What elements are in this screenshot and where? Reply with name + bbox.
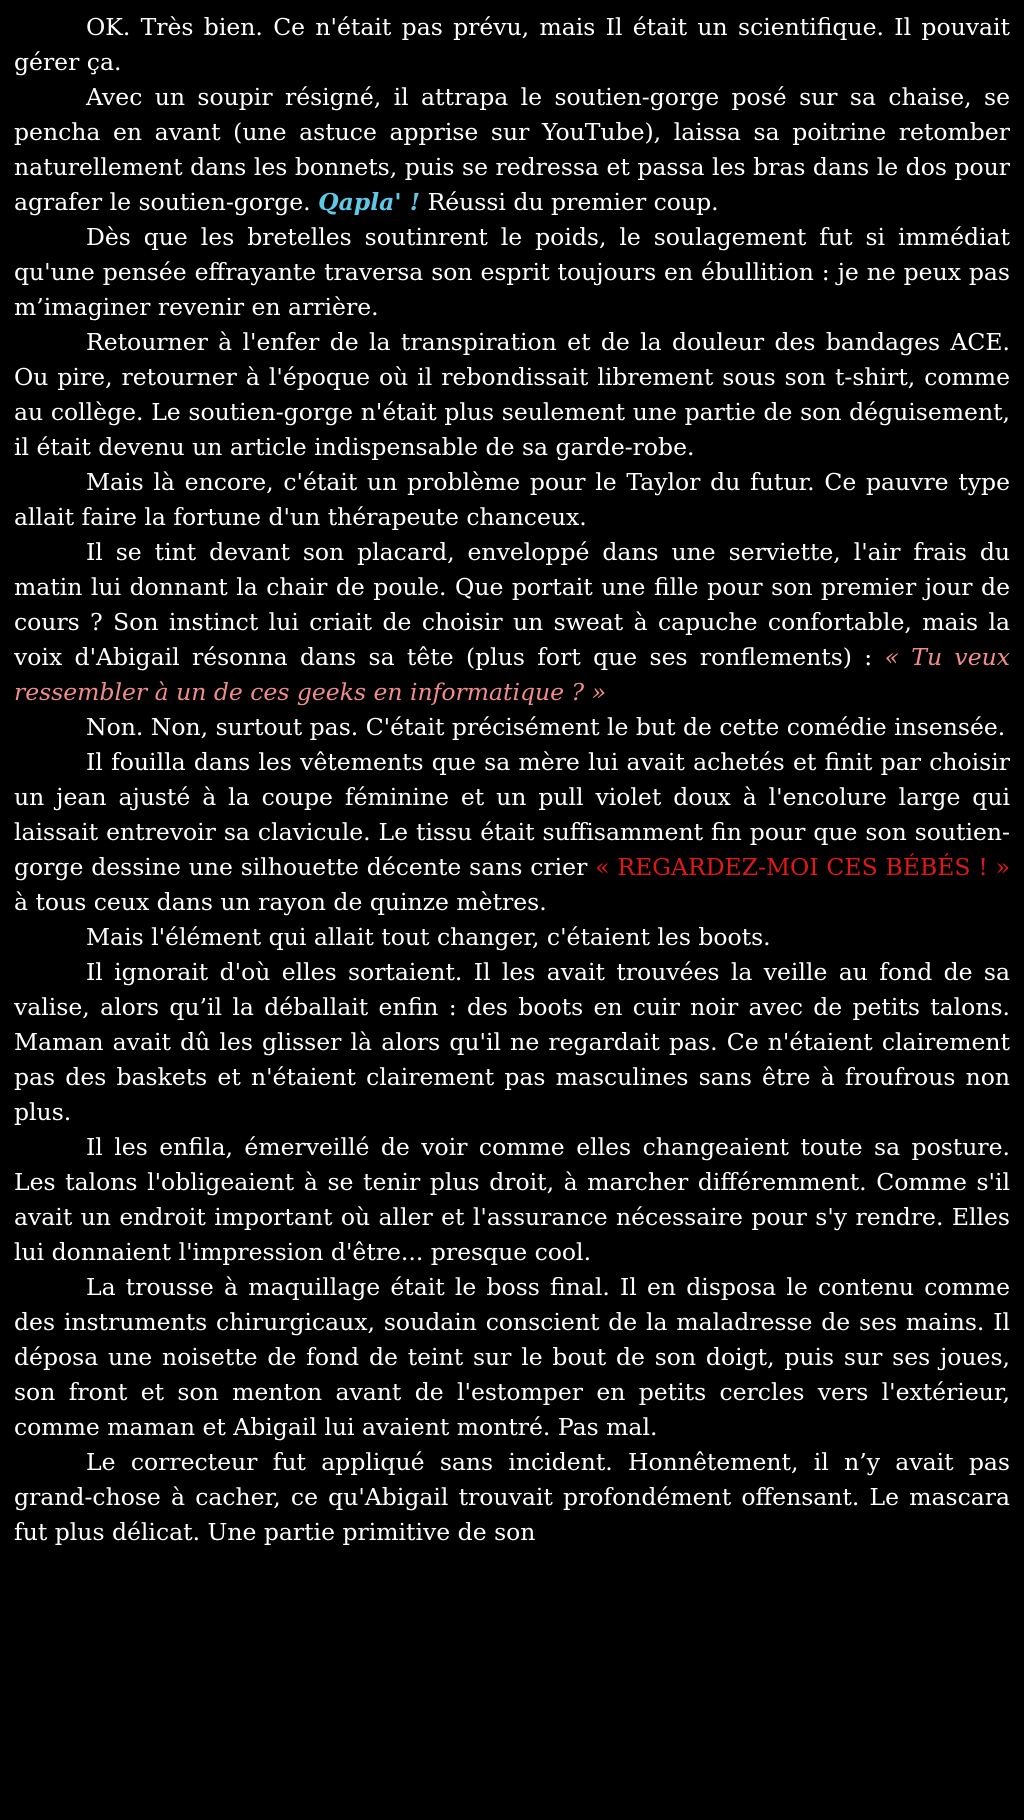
paragraph-9: Mais l'élément qui allait tout changer, c'étaient les boots.	[86, 923, 771, 951]
klingon-exclamation: Qapla' !	[318, 188, 421, 216]
paragraph-13: Le correcteur fut appliqué sans incident. Honnêtement, il n’y avait pas grand-chose à cacher, ce qu'Abigail trouvait profondément offensant. Le mascara fut plus délicat. Une partie primitive de son	[14, 1448, 1010, 1546]
paragraph-3: Dès que les bretelles soutinrent le poids, le soulagement fut si immédiat qu'une pensée effrayante traversa son esprit toujours en ébullition : je ne peux pas m’imaginer revenir en arrière.	[14, 223, 1010, 321]
paragraph-12: La trousse à maquillage était le boss final. Il en disposa le contenu comme des instruments chirurgicaux, soudain conscient de la maladresse de ses mains. Il déposa une noisette de fond de teint sur le bout de son doigt, puis sur ses joues, son front et son menton avant de l'estomper en petits cercles vers l'extérieur, comme maman et Abigail lui avaient montré. Pas mal.	[14, 1273, 1010, 1441]
paragraph-2-text-before: Avec un soupir résigné, il attrapa le soutien-gorge posé sur sa chaise, se pencha en avant (une astuce apprise sur YouTube), laissa sa poitrine retomber naturellement dans les bonnets, puis se redressa et passa les bras dans le dos pour agrafer le soutien-gorge.	[14, 83, 1010, 216]
paragraph-6	[14, 535, 1010, 710]
paragraph-8	[14, 745, 1010, 920]
paragraph-4: Retourner à l'enfer de la transpiration et de la douleur des bandages ACE. Ou pire, retourner à l'époque où il rebondissait librement sous son t-shirt, comme au collège. Le soutien-gorge n'était plus seulement une partie de son déguisement, il était devenu un article indispensable de sa garde-robe.	[14, 328, 1010, 461]
paragraph-6-text-before: Il se tint devant son placard, enveloppé dans une serviette, l'air frais du matin lui donnant la chair de poule. Que portait une fille pour son premier jour de cours ? Son instinct lui criait de choisir un sweat à capuche confortable, mais la voix d'Abigail résonna dans sa tête (plus fort que ses ronflements) :	[14, 538, 1010, 671]
paragraph-1: OK. Très bien. Ce n'était pas prévu, mais Il était un scientifique. Il pouvait gérer ça.	[14, 13, 1010, 76]
paragraph-2-text-after: Réussi du premier coup.	[420, 188, 719, 216]
paragraph-8-text-after: à tous ceux dans un rayon de quinze mètres.	[14, 888, 547, 916]
paragraph-11: Il les enfila, émerveillé de voir comme elles changeaient toute sa posture. Les talons l'obligeaient à se tenir plus droit, à marcher différemment. Comme s'il avait un endroit important où aller et l'assurance nécessaire pour s'y rendre. Elles lui donnaient l'impression d'être... presque cool.	[14, 1133, 1010, 1266]
paragraph-8-text-before: Il fouilla dans les vêtements que sa mère lui avait achetés et finit par choisir un jean ajusté à la coupe féminine et un pull violet doux à l'encolure large qui laissait entrevoir sa clavicule. Le tissu était suffisamment fin pour que son soutien-gorge dessine une silhouette décente sans crier	[14, 748, 1010, 881]
shout-quote: « REGARDEZ-MOI CES BÉBÉS ! »	[595, 853, 1010, 881]
paragraph-7: Non. Non, surtout pas. C'était précisément le but de cette comédie insensée.	[86, 713, 1006, 741]
paragraph-5: Mais là encore, c'était un problème pour le Taylor du futur. Ce pauvre type allait faire la fortune d'un thérapeute chanceux.	[14, 468, 1010, 531]
paragraph-2	[14, 80, 1010, 220]
paragraph-10: Il ignorait d'où elles sortaient. Il les avait trouvées la veille au fond de sa valise, alors qu’il la déballait enfin : des boots en cuir noir avec de petits talons. Maman avait dû les glisser là alors qu'il ne regardait pas. Ce n'étaient clairement pas des baskets et n'étaient clairement pas masculines sans être à froufrous non plus.	[14, 958, 1010, 1126]
abigail-quote: « Tu veux ressembler à un de ces geeks en informatique ? »	[14, 643, 1010, 706]
